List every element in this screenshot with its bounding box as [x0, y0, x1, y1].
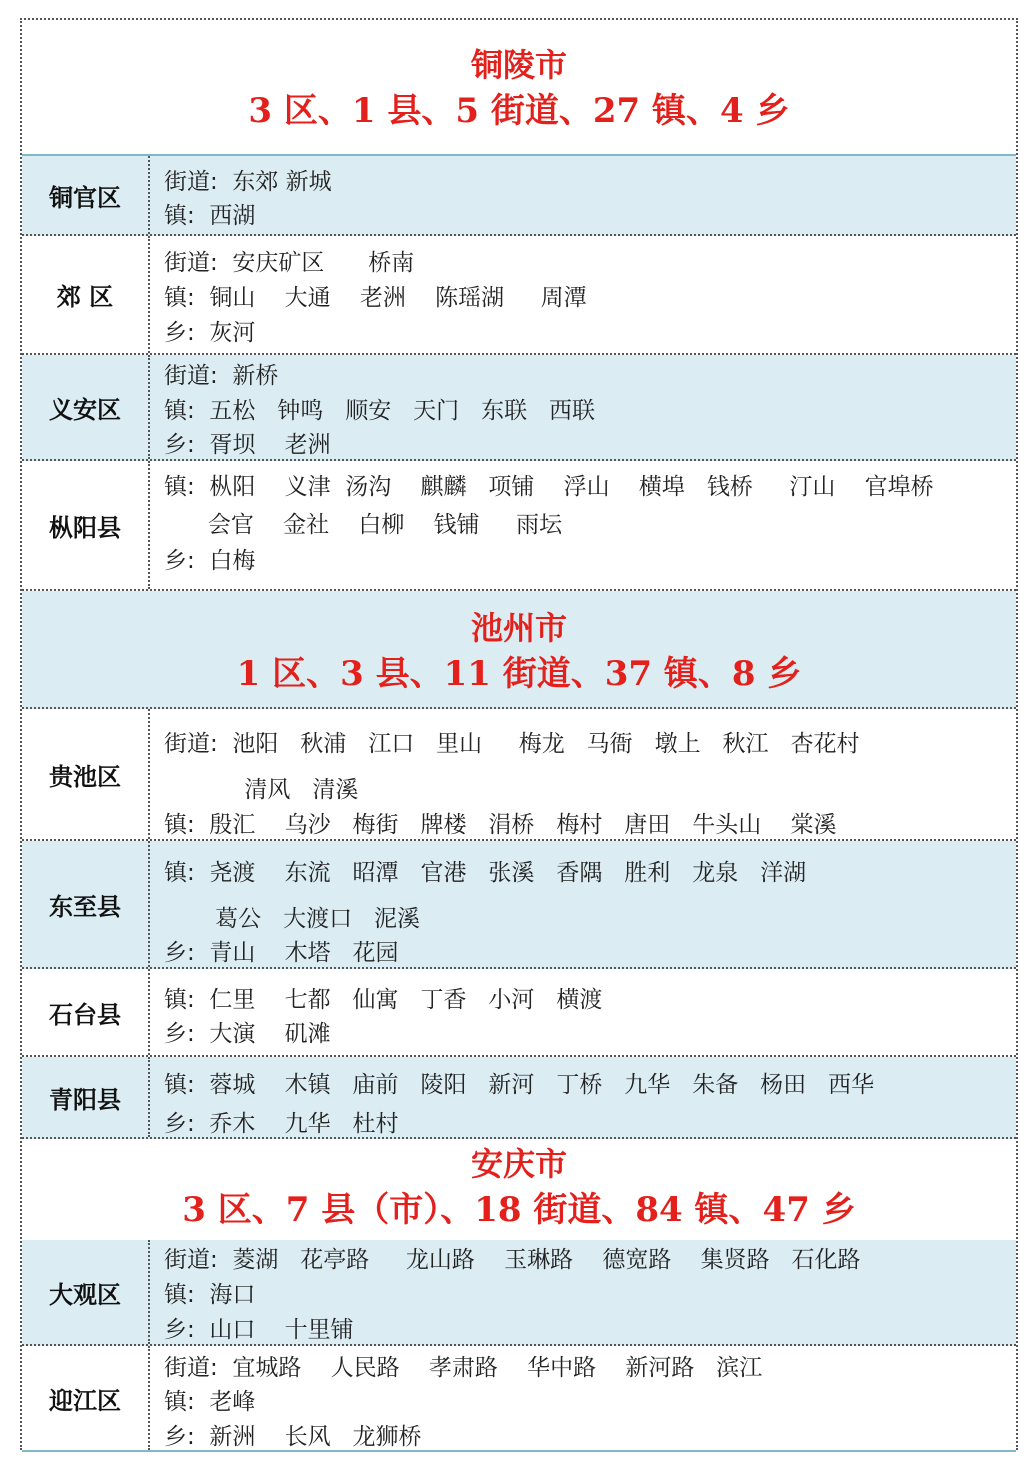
content-line: 镇: 铜山 大通 老洲 陈瑶湖 周潭	[164, 285, 587, 311]
district-label: 枞阳县	[22, 461, 150, 589]
table-row	[22, 709, 1016, 841]
city-header-tongling	[22, 20, 1016, 156]
table-row	[22, 969, 1016, 1057]
content-line: 镇: 五松 钟鸣 顺安 天门 东联 西联	[164, 398, 596, 424]
district-label: 郊 区	[22, 236, 150, 353]
district-label: 青阳县	[22, 1057, 150, 1137]
content-line: 乡: 白梅	[164, 548, 256, 574]
content-line: 街道: 新桥	[164, 363, 279, 389]
content-line: 镇: 老峰	[164, 1389, 256, 1415]
district-label: 贵池区	[22, 709, 150, 839]
district-label: 石台县	[22, 969, 150, 1055]
district-label: 大观区	[22, 1240, 150, 1344]
content-line: 会官 金社 白柳 钱铺 雨坛	[164, 512, 563, 538]
district-label: 义安区	[22, 355, 150, 459]
table-row	[22, 1057, 1016, 1139]
district-label: 迎江区	[22, 1346, 150, 1450]
table-row	[22, 236, 1016, 355]
admin-division-table	[20, 18, 1018, 1450]
content-line: 乡: 胥坝 老洲	[164, 432, 331, 458]
district-label: 铜官区	[22, 156, 150, 234]
table-row	[22, 461, 1016, 591]
table-row	[22, 355, 1016, 461]
table-row	[22, 1240, 1016, 1346]
city-summary: 3 区、1 县、5 街道、27 镇、4 乡	[248, 91, 790, 131]
content-line: 镇: 仁里 七都 仙寓 丁香 小河 横渡	[164, 987, 603, 1013]
content-line: 乡: 乔木 九华 杜村	[164, 1111, 399, 1137]
content-line: 街道: 东郊 新城	[164, 169, 332, 195]
city-name: 安庆市	[470, 1145, 567, 1183]
city-summary: 1 区、3 县、11 街道、37 镇、8 乡	[236, 654, 802, 694]
content-line: 镇: 蓉城 木镇 庙前 陵阳 新河 丁桥 九华 朱备 杨田 西华	[164, 1072, 875, 1098]
content-line: 乡: 山口 十里铺	[164, 1317, 354, 1343]
content-line: 街道: 安庆矿区 桥南	[164, 250, 415, 276]
content-line: 镇: 殷汇 乌沙 梅街 牌楼 涓桥 梅村 唐田 牛头山 棠溪	[164, 812, 837, 838]
content-line: 街道: 池阳 秋浦 江口 里山 梅龙 马衙 墩上 秋江 杏花村	[164, 731, 860, 757]
content-line: 镇: 枞阳 义津 汤沟 麒麟 项铺 浮山 横埠 钱桥 汀山 官埠桥	[164, 474, 934, 500]
content-line: 清风 清溪	[164, 777, 359, 803]
content-line: 乡: 青山 木塔 花园	[164, 940, 399, 966]
city-name: 池州市	[470, 609, 567, 647]
content-line: 乡: 灰河	[164, 320, 256, 346]
table-row	[22, 1346, 1016, 1452]
content-line: 镇: 海口	[164, 1282, 256, 1308]
content-line: 葛公 大渡口 泥溪	[164, 906, 421, 932]
table-row	[22, 841, 1016, 969]
content-line: 街道: 菱湖 花亭路 龙山路 玉琳路 德宽路 集贤路 石化路	[164, 1247, 861, 1273]
city-header-anqing	[22, 1139, 1016, 1240]
city-header-chizhou	[22, 591, 1016, 709]
content-line: 乡: 新洲 长风 龙狮桥	[164, 1424, 422, 1450]
district-label: 东至县	[22, 841, 150, 967]
content-line: 街道: 宜城路 人民路 孝肃路 华中路 新河路 滨江	[164, 1355, 763, 1381]
content-line: 镇: 尧渡 东流 昭潭 官港 张溪 香隅 胜利 龙泉 洋湖	[164, 860, 807, 886]
city-name: 铜陵市	[470, 46, 567, 84]
content-line: 镇: 西湖	[164, 203, 256, 229]
table-row	[22, 156, 1016, 236]
content-line: 乡: 大演 矶滩	[164, 1021, 331, 1047]
city-summary: 3 区、7 县（市）、18 街道、84 镇、47 乡	[182, 1190, 856, 1230]
